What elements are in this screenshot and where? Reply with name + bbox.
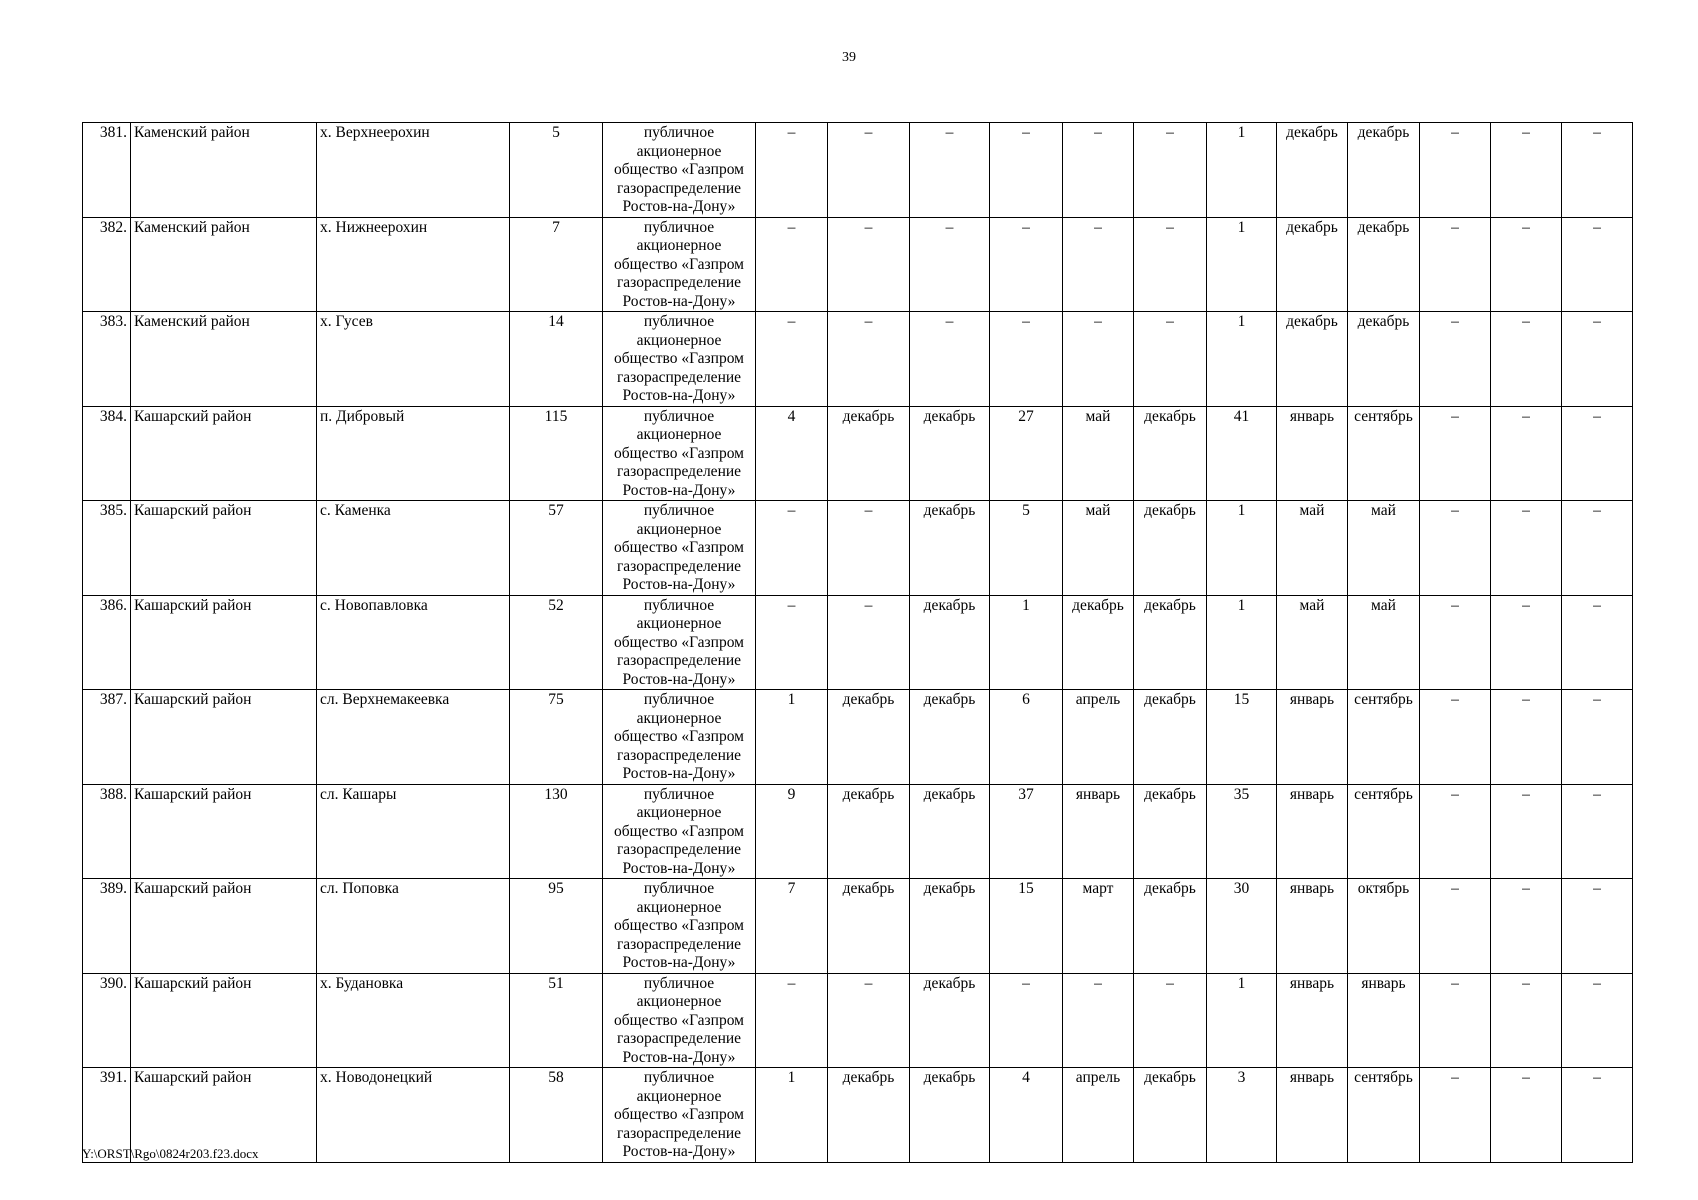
row-number-cell: 389. xyxy=(83,879,131,974)
organization-line: общество «Газпром xyxy=(614,917,744,934)
settlement-cell: сл. Поповка xyxy=(317,879,510,974)
value-cell: март xyxy=(1063,879,1134,974)
value-cell: декабрь xyxy=(1134,690,1207,785)
value-cell: – xyxy=(1491,973,1562,1068)
value-cell: декабрь xyxy=(1348,123,1420,218)
table-row xyxy=(83,406,1633,501)
organization-line: общество «Газпром xyxy=(614,539,744,556)
organization-line: публичное xyxy=(643,124,715,141)
value-cell: октябрь xyxy=(1348,879,1420,974)
organization-line: Ростов-на-Дону» xyxy=(622,670,736,688)
value-cell: – xyxy=(828,123,910,218)
organization-line: газораспределение xyxy=(616,746,742,764)
gasification-table-wrap xyxy=(82,122,1633,1163)
value-cell: – xyxy=(1134,123,1207,218)
organization-cell xyxy=(603,1068,756,1163)
value-cell: – xyxy=(1562,973,1633,1068)
value-cell: декабрь xyxy=(910,690,990,785)
value-cell: 9 xyxy=(756,784,828,879)
value-cell: декабрь xyxy=(1063,595,1134,690)
value-cell: – xyxy=(1420,879,1491,974)
table-row xyxy=(83,501,1633,596)
row-number-cell: 384. xyxy=(83,406,131,501)
value-cell: декабрь xyxy=(828,879,910,974)
settlement-cell: с. Новопавловка xyxy=(317,595,510,690)
table-row xyxy=(83,123,1633,218)
district-cell: Каменский район xyxy=(131,312,317,407)
value-cell: январь xyxy=(1348,973,1420,1068)
value-cell: декабрь xyxy=(1134,1068,1207,1163)
value-cell: – xyxy=(1562,595,1633,690)
value-cell: 6 xyxy=(990,690,1063,785)
organization-line: акционерное xyxy=(636,426,722,443)
row-number-cell: 388. xyxy=(83,784,131,879)
organization-line: публичное xyxy=(643,313,715,330)
value-cell: – xyxy=(756,217,828,312)
value-cell: – xyxy=(1562,1068,1633,1163)
value-cell: декабрь xyxy=(910,784,990,879)
value-cell: сентябрь xyxy=(1348,406,1420,501)
organization-line: публичное xyxy=(643,880,715,897)
value-cell: – xyxy=(1562,879,1633,974)
value-cell: – xyxy=(1420,312,1491,407)
value-cell: сентябрь xyxy=(1348,784,1420,879)
table-row xyxy=(83,973,1633,1068)
value-cell: – xyxy=(1491,312,1562,407)
value-cell: 15 xyxy=(1207,690,1277,785)
organization-line: газораспределение xyxy=(616,179,742,197)
count-cell: 75 xyxy=(510,690,603,785)
footer-file-path: Y:\ORST\Rgo\0824r203.f23.docx xyxy=(82,1146,259,1161)
settlement-cell: сл. Верхнемакеевка xyxy=(317,690,510,785)
organization-line: Ростов-на-Дону» xyxy=(622,859,736,877)
organization-line: общество «Газпром xyxy=(614,633,744,651)
value-cell: – xyxy=(1491,123,1562,218)
value-cell: декабрь xyxy=(910,1068,990,1163)
value-cell: декабрь xyxy=(1277,312,1348,407)
value-cell: май xyxy=(1277,595,1348,690)
district-cell: Кашарский район xyxy=(131,784,317,879)
value-cell: 1 xyxy=(1207,973,1277,1068)
value-cell: – xyxy=(1063,217,1134,312)
value-cell: – xyxy=(1420,123,1491,218)
organization-line: публичное xyxy=(643,407,715,425)
value-cell: – xyxy=(1063,123,1134,218)
organization-line: общество «Газпром xyxy=(614,1011,744,1029)
organization-line: акционерное xyxy=(636,142,722,160)
count-cell: 95 xyxy=(510,879,603,974)
organization-cell xyxy=(603,973,756,1068)
organization-line: газораспределение xyxy=(616,368,742,386)
organization-line: Ростов-на-Дону» xyxy=(622,954,736,971)
table-row xyxy=(83,217,1633,312)
value-cell: – xyxy=(1491,406,1562,501)
value-cell: – xyxy=(910,312,990,407)
value-cell: – xyxy=(1420,1068,1491,1163)
settlement-cell: х. Верхнеерохин xyxy=(317,123,510,218)
table-row xyxy=(83,690,1633,785)
organization-line: Ростов-на-Дону» xyxy=(622,765,736,782)
organization-cell xyxy=(603,217,756,312)
organization-cell xyxy=(603,501,756,596)
value-cell: декабрь xyxy=(1348,312,1420,407)
row-number-cell: 386. xyxy=(83,595,131,690)
value-cell: декабрь xyxy=(910,501,990,596)
value-cell: – xyxy=(1491,1068,1562,1163)
page-number: 39 xyxy=(842,50,856,65)
value-cell: – xyxy=(1420,406,1491,501)
organization-line: Ростов-на-Дону» xyxy=(622,198,736,215)
value-cell: – xyxy=(1562,123,1633,218)
organization-line: публичное xyxy=(643,974,715,992)
value-cell: декабрь xyxy=(1134,501,1207,596)
value-cell: декабрь xyxy=(1134,784,1207,879)
organization-line: общество «Газпром xyxy=(614,444,744,462)
count-cell: 7 xyxy=(510,217,603,312)
organization-line: публичное xyxy=(643,1069,715,1086)
value-cell: январь xyxy=(1277,1068,1348,1163)
value-cell: – xyxy=(828,217,910,312)
organization-line: акционерное xyxy=(636,1087,722,1105)
value-cell: 30 xyxy=(1207,879,1277,974)
table-row xyxy=(83,879,1633,974)
district-cell: Кашарский район xyxy=(131,406,317,501)
value-cell: – xyxy=(990,217,1063,312)
organization-line: публичное xyxy=(643,596,715,614)
organization-line: газораспределение xyxy=(616,274,742,291)
value-cell: декабрь xyxy=(828,1068,910,1163)
count-cell: 115 xyxy=(510,406,603,501)
district-cell: Кашарский район xyxy=(131,879,317,974)
district-cell: Кашарский район xyxy=(131,690,317,785)
row-number-cell: 385. xyxy=(83,501,131,596)
value-cell: – xyxy=(756,312,828,407)
district-cell: Кашарский район xyxy=(131,1068,317,1163)
row-number-cell: 381. xyxy=(83,123,131,218)
organization-line: газораспределение xyxy=(616,841,742,858)
organization-line: газораспределение xyxy=(616,1030,742,1047)
value-cell: – xyxy=(1491,784,1562,879)
value-cell: – xyxy=(1562,217,1633,312)
value-cell: – xyxy=(1420,217,1491,312)
organization-line: акционерное xyxy=(636,993,722,1010)
district-cell: Кашарский район xyxy=(131,973,317,1068)
settlement-cell: х. Нижнеерохин xyxy=(317,217,510,312)
value-cell: – xyxy=(1134,217,1207,312)
organization-cell xyxy=(603,690,756,785)
value-cell: декабрь xyxy=(910,595,990,690)
value-cell: май xyxy=(1277,501,1348,596)
value-cell: – xyxy=(990,312,1063,407)
table-row xyxy=(83,595,1633,690)
value-cell: 1 xyxy=(756,1068,828,1163)
row-number-cell: 382. xyxy=(83,217,131,312)
organization-line: акционерное xyxy=(636,520,722,538)
value-cell: 4 xyxy=(990,1068,1063,1163)
value-cell: – xyxy=(1134,973,1207,1068)
value-cell: – xyxy=(990,973,1063,1068)
value-cell: – xyxy=(828,501,910,596)
value-cell: декабрь xyxy=(828,784,910,879)
settlement-cell: х. Гусев xyxy=(317,312,510,407)
gasification-table xyxy=(82,122,1633,1163)
value-cell: – xyxy=(1491,879,1562,974)
organization-line: публичное xyxy=(643,785,715,803)
value-cell: 1 xyxy=(1207,217,1277,312)
value-cell: декабрь xyxy=(1134,406,1207,501)
count-cell: 51 xyxy=(510,973,603,1068)
organization-line: газораспределение xyxy=(616,1124,742,1142)
organization-line: Ростов-на-Дону» xyxy=(622,1143,736,1160)
value-cell: – xyxy=(756,973,828,1068)
organization-line: общество «Газпром xyxy=(614,161,744,178)
value-cell: декабрь xyxy=(1134,595,1207,690)
table-row xyxy=(83,1068,1633,1163)
table-row xyxy=(83,312,1633,407)
organization-line: акционерное xyxy=(636,237,722,254)
count-cell: 57 xyxy=(510,501,603,596)
value-cell: – xyxy=(1562,312,1633,407)
value-cell: декабрь xyxy=(1348,217,1420,312)
district-cell: Кашарский район xyxy=(131,501,317,596)
value-cell: – xyxy=(1491,217,1562,312)
value-cell: – xyxy=(828,595,910,690)
organization-line: общество «Газпром xyxy=(614,822,744,840)
value-cell: 5 xyxy=(990,501,1063,596)
value-cell: май xyxy=(1348,501,1420,596)
organization-line: общество «Газпром xyxy=(614,350,744,367)
value-cell: – xyxy=(1420,690,1491,785)
organization-cell xyxy=(603,123,756,218)
organization-line: газораспределение xyxy=(616,557,742,575)
organization-line: Ростов-на-Дону» xyxy=(622,481,736,499)
value-cell: 35 xyxy=(1207,784,1277,879)
value-cell: – xyxy=(1562,784,1633,879)
value-cell: 1 xyxy=(1207,501,1277,596)
organization-cell xyxy=(603,879,756,974)
settlement-cell: х. Новодонецкий xyxy=(317,1068,510,1163)
value-cell: – xyxy=(828,312,910,407)
value-cell: – xyxy=(1420,501,1491,596)
organization-line: акционерное xyxy=(636,804,722,821)
district-cell: Каменский район xyxy=(131,123,317,218)
value-cell: 3 xyxy=(1207,1068,1277,1163)
value-cell: – xyxy=(1420,784,1491,879)
value-cell: январь xyxy=(1277,879,1348,974)
value-cell: – xyxy=(1063,973,1134,1068)
value-cell: – xyxy=(756,595,828,690)
organization-line: Ростов-на-Дону» xyxy=(622,292,736,310)
organization-line: газораспределение xyxy=(616,652,742,669)
value-cell: январь xyxy=(1277,406,1348,501)
value-cell: 1 xyxy=(990,595,1063,690)
organization-cell xyxy=(603,312,756,407)
settlement-cell: сл. Кашары xyxy=(317,784,510,879)
organization-line: Ростов-на-Дону» xyxy=(622,387,736,404)
value-cell: – xyxy=(910,217,990,312)
value-cell: – xyxy=(1491,595,1562,690)
organization-line: газораспределение xyxy=(616,463,742,480)
district-cell: Каменский район xyxy=(131,217,317,312)
value-cell: декабрь xyxy=(1134,879,1207,974)
organization-cell xyxy=(603,406,756,501)
value-cell: 41 xyxy=(1207,406,1277,501)
count-cell: 52 xyxy=(510,595,603,690)
organization-line: общество «Газпром xyxy=(614,255,744,273)
table-body xyxy=(83,123,1633,1163)
organization-line: публичное xyxy=(643,502,715,519)
value-cell: – xyxy=(1420,595,1491,690)
count-cell: 5 xyxy=(510,123,603,218)
row-number-cell: 387. xyxy=(83,690,131,785)
value-cell: апрель xyxy=(1063,1068,1134,1163)
organization-line: акционерное xyxy=(636,898,722,916)
organization-line: газораспределение xyxy=(616,935,742,953)
value-cell: – xyxy=(910,123,990,218)
value-cell: 37 xyxy=(990,784,1063,879)
value-cell: апрель xyxy=(1063,690,1134,785)
organization-cell xyxy=(603,595,756,690)
value-cell: – xyxy=(1063,312,1134,407)
value-cell: декабрь xyxy=(1277,123,1348,218)
value-cell: – xyxy=(990,123,1063,218)
value-cell: декабрь xyxy=(828,690,910,785)
value-cell: – xyxy=(756,123,828,218)
row-number-cell: 383. xyxy=(83,312,131,407)
organization-line: общество «Газпром xyxy=(614,728,744,745)
organization-line: публичное xyxy=(643,691,715,708)
value-cell: май xyxy=(1063,501,1134,596)
value-cell: 4 xyxy=(756,406,828,501)
value-cell: май xyxy=(1063,406,1134,501)
organization-line: публичное xyxy=(643,218,715,236)
value-cell: 15 xyxy=(990,879,1063,974)
value-cell: январь xyxy=(1277,973,1348,1068)
value-cell: 1 xyxy=(1207,123,1277,218)
value-cell: – xyxy=(828,973,910,1068)
value-cell: декабрь xyxy=(910,879,990,974)
value-cell: декабрь xyxy=(910,973,990,1068)
district-cell: Кашарский район xyxy=(131,595,317,690)
count-cell: 130 xyxy=(510,784,603,879)
value-cell: декабрь xyxy=(828,406,910,501)
organization-line: общество «Газпром xyxy=(614,1106,744,1123)
value-cell: сентябрь xyxy=(1348,690,1420,785)
organization-line: акционерное xyxy=(636,615,722,632)
value-cell: 1 xyxy=(1207,312,1277,407)
value-cell: 1 xyxy=(1207,595,1277,690)
value-cell: – xyxy=(1562,690,1633,785)
value-cell: 27 xyxy=(990,406,1063,501)
table-row xyxy=(83,784,1633,879)
value-cell: декабрь xyxy=(910,406,990,501)
value-cell: январь xyxy=(1277,784,1348,879)
value-cell: декабрь xyxy=(1277,217,1348,312)
value-cell: май xyxy=(1348,595,1420,690)
organization-cell xyxy=(603,784,756,879)
count-cell: 14 xyxy=(510,312,603,407)
value-cell: январь xyxy=(1063,784,1134,879)
organization-line: акционерное xyxy=(636,709,722,727)
value-cell: – xyxy=(756,501,828,596)
value-cell: – xyxy=(1562,501,1633,596)
count-cell: 58 xyxy=(510,1068,603,1163)
row-number-cell: 391. xyxy=(83,1068,131,1163)
value-cell: – xyxy=(1420,973,1491,1068)
row-number-cell: 390. xyxy=(83,973,131,1068)
organization-line: Ростов-на-Дону» xyxy=(622,576,736,593)
organization-line: Ростов-на-Дону» xyxy=(622,1048,736,1066)
organization-line: акционерное xyxy=(636,331,722,349)
value-cell: 7 xyxy=(756,879,828,974)
value-cell: – xyxy=(1491,690,1562,785)
value-cell: – xyxy=(1562,406,1633,501)
settlement-cell: х. Будановка xyxy=(317,973,510,1068)
settlement-cell: п. Дибровый xyxy=(317,406,510,501)
value-cell: январь xyxy=(1277,690,1348,785)
value-cell: 1 xyxy=(756,690,828,785)
value-cell: – xyxy=(1134,312,1207,407)
settlement-cell: с. Каменка xyxy=(317,501,510,596)
value-cell: сентябрь xyxy=(1348,1068,1420,1163)
value-cell: – xyxy=(1491,501,1562,596)
